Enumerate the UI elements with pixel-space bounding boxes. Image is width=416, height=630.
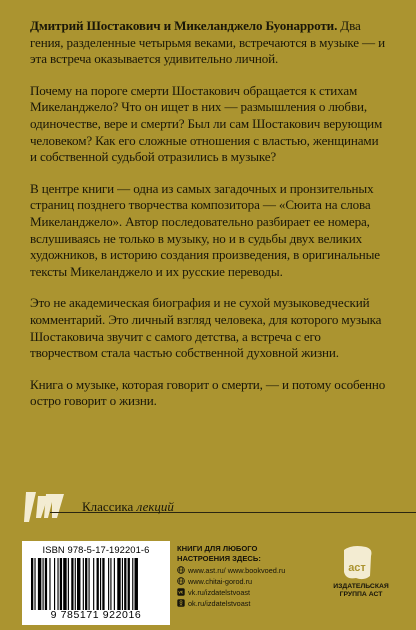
barcode-icon <box>30 558 162 610</box>
isbn: ISBN 978-5-17-192201-6 <box>42 544 150 555</box>
barcode-box <box>22 541 170 625</box>
shop-link[interactable] <box>177 587 317 598</box>
globe-icon <box>177 577 185 585</box>
shop-link[interactable] <box>177 598 317 609</box>
lead-text: Два гения, разделенные четырьмя веками, встречаются в музыке — и эта встреча оказывается удивительно личной. <box>30 18 385 67</box>
description-paragraph-2: Почему на пороге смерти Шостакович обращается к стихам Микеланджело? Что он ищет в них — размышления о любви, одиночестве, вере и смерти? Был ли сам Шостакович верующим человеком? Как его сложные отношения с властью, женщинами и собственной судьбой отразились в музыке? <box>30 82 383 165</box>
series-logo-icon <box>22 490 68 524</box>
shop-link-text: ok.ru/izdatelstvoast <box>188 599 251 608</box>
ast-logo-icon <box>340 544 374 582</box>
series-title-italic: лекций <box>136 499 174 514</box>
ok-icon <box>177 599 185 607</box>
shops-title: КНИГИ ДЛЯ ЛЮБОГО НАСТРОЕНИЯ ЗДЕСЬ: <box>177 544 261 563</box>
shop-link[interactable] <box>177 576 317 587</box>
cover-description <box>30 18 387 425</box>
description-paragraph-5: Книга о музыке, которая говорит о смерти, — и потому особенно остро говорит о жизни. <box>30 376 386 409</box>
ast-logo-text: аст <box>348 562 366 574</box>
description-paragraph-1 <box>30 18 387 68</box>
shop-link-text: vk.ru/izdatelstvoast <box>188 588 251 597</box>
series-title <box>82 499 174 515</box>
description-paragraph-3: В центре книги — одна из самых загадочных и пронзительных страниц позднего творчества композитора — «Сюита на слова Микеланджело». Автор последовательно разбирает ее номера, вслушиваясь не только в музыку, но и в судьбы двух великих художников, в историю создания произведения, в оригинальные тексты Микеланджело и их русские переводы. <box>30 180 380 279</box>
vk-icon <box>177 588 185 596</box>
shop-link[interactable] <box>177 565 317 576</box>
series-title-regular: Классика <box>82 499 137 514</box>
publisher-caption: ИЗДАТЕЛЬСКАЯ ГРУППА АСТ <box>333 583 389 599</box>
shop-link-text: www.ast.ru/ www.bookvoed.ru <box>188 566 286 575</box>
lead-authors: Дмитрий Шостакович и Микеланджело Буонарроти. <box>30 18 338 33</box>
barcode-digits: 9 785171 922016 <box>50 609 142 621</box>
description-paragraph-4: Это не академическая биография и не сухой музыковедческий комментарий. Это личный взгляд человека, для которого музыка Шостаковича звучит с самого детства, а встреча с его творчеством стала частью собственной духовной жизни. <box>30 295 382 361</box>
shops-list <box>177 565 317 609</box>
globe-icon <box>177 566 185 574</box>
shop-link-text: www.chitai-gorod.ru <box>188 577 253 586</box>
footer <box>0 541 416 630</box>
